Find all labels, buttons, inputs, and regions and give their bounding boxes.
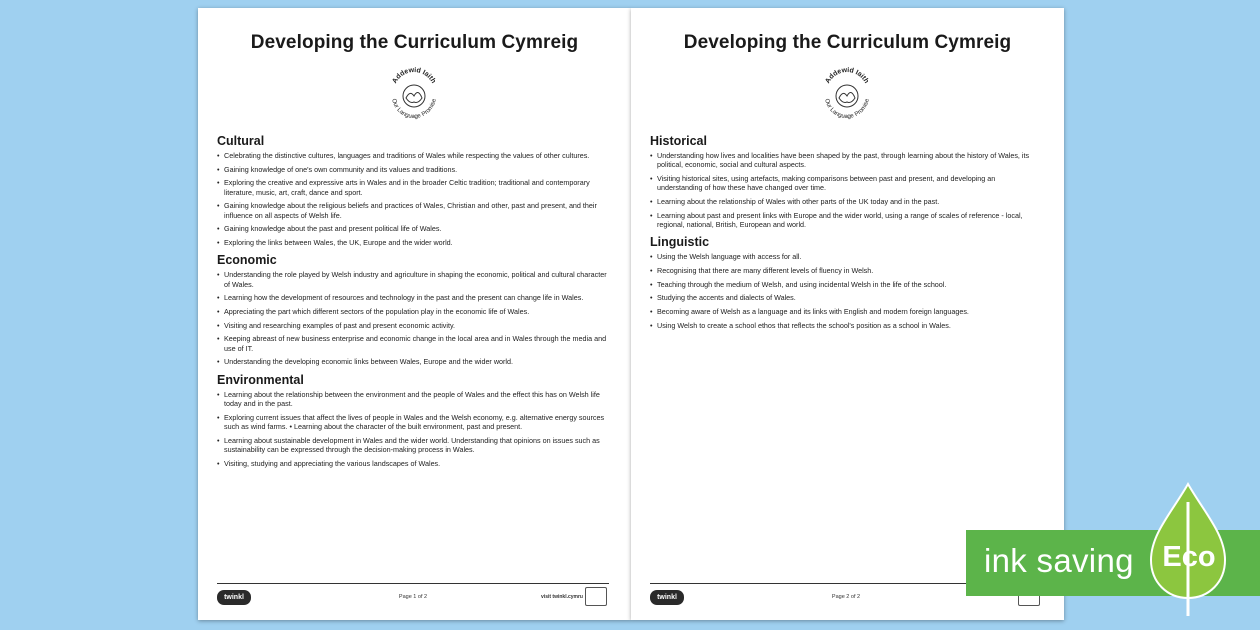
list-item: • Exploring the creative and expressive arts in Wales and in the broader Celtic tradition; traditional and contemporary literature, music, art, craft, dance and sport.: [217, 178, 609, 197]
list-item: • Appreciating the part which different sectors of the population play in the economic life of Wales.: [217, 307, 609, 316]
list-item: • Recognising that there are many different levels of fluency in Welsh.: [650, 266, 1042, 275]
page-title: Developing the Curriculum Cymreig: [683, 32, 1012, 53]
list-item: • Visiting, studying and appreciating the various landscapes of Wales.: [217, 459, 609, 468]
logo-text-top: Addewid Iaith: [391, 66, 437, 85]
twinkl-logo: twinkl: [217, 590, 251, 605]
bullet-list-economic: [217, 270, 609, 366]
bullet-list-historical: [650, 151, 1042, 229]
svg-text:Our Language Promise: [823, 98, 871, 120]
list-item: • Studying the accents and dialects of Wales.: [650, 293, 1042, 302]
list-item: • Keeping abreast of new business enterprise and economic change in the local area and in Wales through the media and use of IT.: [217, 334, 609, 353]
section-heading-cultural: Cultural: [217, 134, 265, 148]
page-content: [650, 132, 1042, 336]
list-item: • Learning about the relationship of Wales with other parts of the UK today and in the past.: [650, 197, 1042, 206]
bullet-list-environmental: [217, 390, 609, 468]
list-item: • Exploring current issues that affect the lives of people in Wales and the Welsh economy, e.g. alternative energy sources such as wind farms. • Learning about the character of the built environment, past and present.: [217, 413, 609, 432]
list-item: • Using the Welsh language with access for all.: [650, 252, 1042, 261]
twinkl-logo: twinkl: [650, 590, 684, 605]
svg-text:Addewid Iaith: [391, 67, 436, 85]
list-item: • Learning about past and present links with Europe and the wider world, using a range of scales of reference - local, regional, national, British, European and world.: [650, 211, 1042, 230]
svg-text:Our Language Promise: [390, 98, 438, 120]
page-footer: [217, 583, 609, 606]
list-item: • Visiting historical sites, using artefacts, making comparisons between past and present, and developing an understanding of how these have changed over time.: [650, 174, 1042, 193]
list-item: • Understanding the developing economic links between Wales, Europe and the wider world.: [217, 357, 609, 366]
page-number: Page 1 of 2: [398, 594, 428, 600]
language-promise-logo: [384, 62, 444, 128]
list-item: • Learning about sustainable development in Wales and the wider world. Understanding that opinions on issues such as sustainability can be expressed through the decision-making process in Wales.: [217, 436, 609, 455]
language-promise-logo: [817, 62, 877, 128]
list-item: • Becoming aware of Welsh as a language and its links with English and modern foreign languages.: [650, 307, 1042, 316]
list-item: • Visiting and researching examples of past and present economic activity.: [217, 321, 609, 330]
worksheet-page-1: [198, 8, 631, 620]
list-item: • Using Welsh to create a school ethos that reflects the school's position as a school in Wales.: [650, 321, 1042, 330]
eco-label: Eco: [1162, 541, 1216, 573]
worksheet-page-2: [631, 8, 1064, 620]
section-heading-historical: Historical: [650, 134, 707, 148]
ink-saving-text: ink saving: [984, 542, 1134, 579]
list-item: • Understanding the role played by Welsh industry and agriculture in shaping the economic, political and cultural character of Wales.: [217, 270, 609, 289]
page-content: [217, 132, 609, 474]
svg-text:Addewid Iaith: [824, 67, 869, 85]
badge-icon: [585, 587, 607, 606]
logo-text-bottom: Our Language Promise: [390, 98, 438, 121]
list-item: • Understanding how lives and localities have been shaped by the past, through learning about the history of Wales, its political, economic, social and cultural aspects.: [650, 151, 1042, 170]
list-item: • Gaining knowledge of one's own community and its values and traditions.: [217, 165, 609, 174]
page-number: Page 2 of 2: [831, 594, 861, 600]
logo-text-top: Addewid Iaith: [824, 66, 870, 85]
list-item: • Learning about the relationship between the environment and the people of Wales and the effect this has on Welsh life today and in the past.: [217, 390, 609, 409]
bullet-list-cultural: [217, 151, 609, 247]
visit-link-text: visit twinkl.cymru: [541, 594, 583, 600]
page-title: Developing the Curriculum Cymreig: [250, 32, 579, 53]
section-heading-economic: Economic: [217, 253, 277, 268]
list-item: • Gaining knowledge about the religious beliefs and practices of Wales, Christian and other, past and present, and their influence on all aspects of Welsh life.: [217, 201, 609, 220]
list-item: • Learning how the development of resources and technology in the past and the present can change life in Wales.: [217, 293, 609, 302]
list-item: • Celebrating the distinctive cultures, languages and traditions of Wales while respecting the values of other cultures.: [217, 151, 609, 160]
list-item: • Exploring the links between Wales, the UK, Europe and the wider world.: [217, 238, 609, 247]
section-heading-linguistic: Linguistic: [650, 235, 710, 250]
logo-text-bottom: Our Language Promise: [823, 98, 871, 121]
list-item: • Teaching through the medium of Welsh, and using incidental Welsh in the life of the school.: [650, 280, 1042, 289]
list-item: • Gaining knowledge about the past and present political life of Wales.: [217, 224, 609, 233]
bullet-list-linguistic: [650, 252, 1042, 330]
section-heading-environmental: Environmental: [217, 372, 304, 387]
